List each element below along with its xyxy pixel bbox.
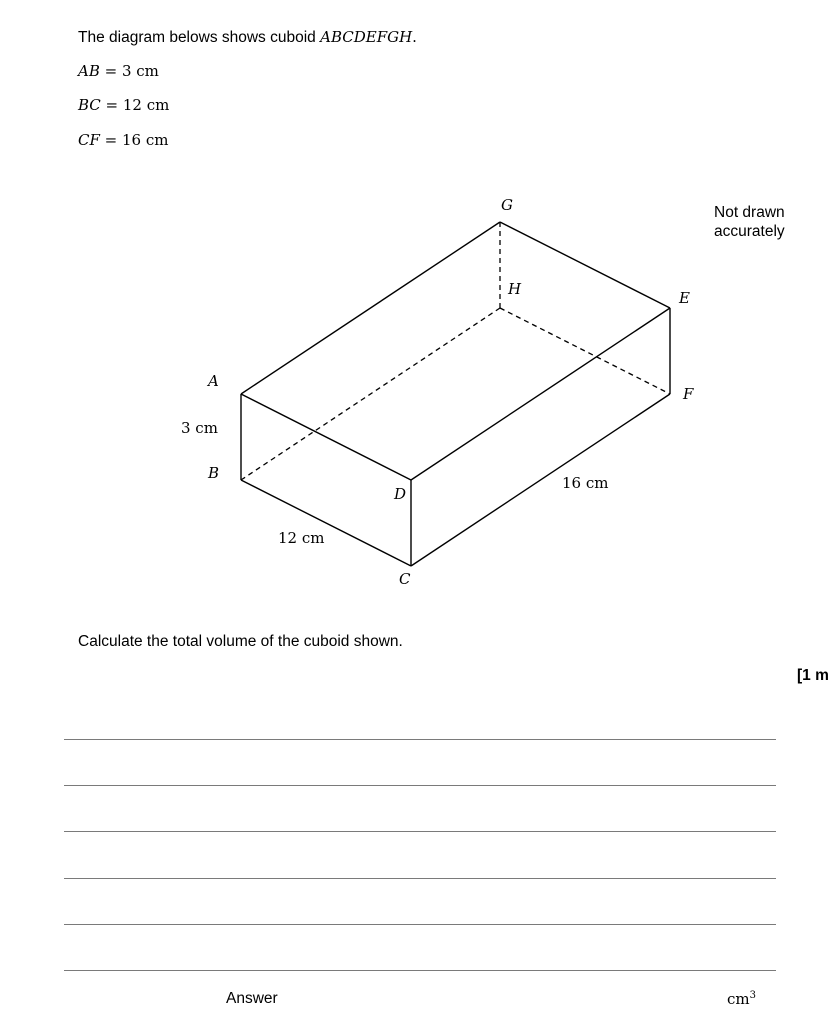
answer-line[interactable] (64, 785, 776, 786)
vertex-label-e: E (679, 289, 690, 307)
task-text: Calculate the total volume of the cuboid shown. (78, 633, 403, 650)
vertex-label-c: C (399, 570, 411, 588)
edge-ge (500, 222, 670, 308)
measurement-eq: = (99, 131, 122, 149)
measurement-eq: = (99, 62, 122, 80)
note-line-2: accurately (714, 223, 785, 240)
measurement-eq: = (100, 96, 123, 114)
vertex-label-d: D (394, 485, 407, 503)
edge-da (241, 394, 411, 480)
vertex-label-h: H (508, 280, 522, 298)
answer-unit-power: 3 (749, 990, 756, 1001)
vertex-label-b: B (208, 464, 220, 482)
answer-line[interactable] (64, 924, 776, 925)
hidden-edge-hb (241, 308, 500, 480)
answer-line[interactable] (64, 970, 776, 971)
measurement-value: 16 cm (122, 131, 169, 149)
answer-label: Answer (226, 990, 278, 1007)
answer-unit-text: cm (727, 990, 750, 1008)
answer-line[interactable] (64, 831, 776, 832)
vertex-label-g: G (501, 196, 513, 214)
answer-line[interactable] (64, 739, 776, 740)
vertex-label-a: A (208, 372, 219, 390)
answer-line[interactable] (64, 878, 776, 879)
dimension-label-ab: 3 cm (181, 419, 218, 437)
marks-label: [1 m (797, 667, 829, 684)
measurement-label: AB (78, 62, 100, 80)
measurement-label: BC (78, 96, 101, 114)
edge-bc (241, 480, 411, 566)
dimension-label-bc: 12 cm (278, 529, 325, 547)
cuboid-name: ABCDEFGH (320, 28, 413, 46)
measurement-value: 12 cm (122, 96, 170, 114)
edge-ag (241, 222, 500, 394)
edge-ed (411, 308, 670, 480)
answer-unit (727, 990, 756, 1008)
measurement-label: CF (78, 131, 100, 149)
intro-text: The diagram belows shows cuboid (78, 29, 321, 46)
vertex-label-f: F (683, 385, 694, 403)
hidden-edge-hf (500, 308, 670, 394)
intro-end: . (412, 28, 417, 46)
measurement-value: 3 cm (121, 62, 159, 80)
note-line-1: Not drawn (714, 204, 785, 221)
dimension-label-cf: 16 cm (562, 474, 609, 492)
edge-cf (411, 394, 670, 566)
